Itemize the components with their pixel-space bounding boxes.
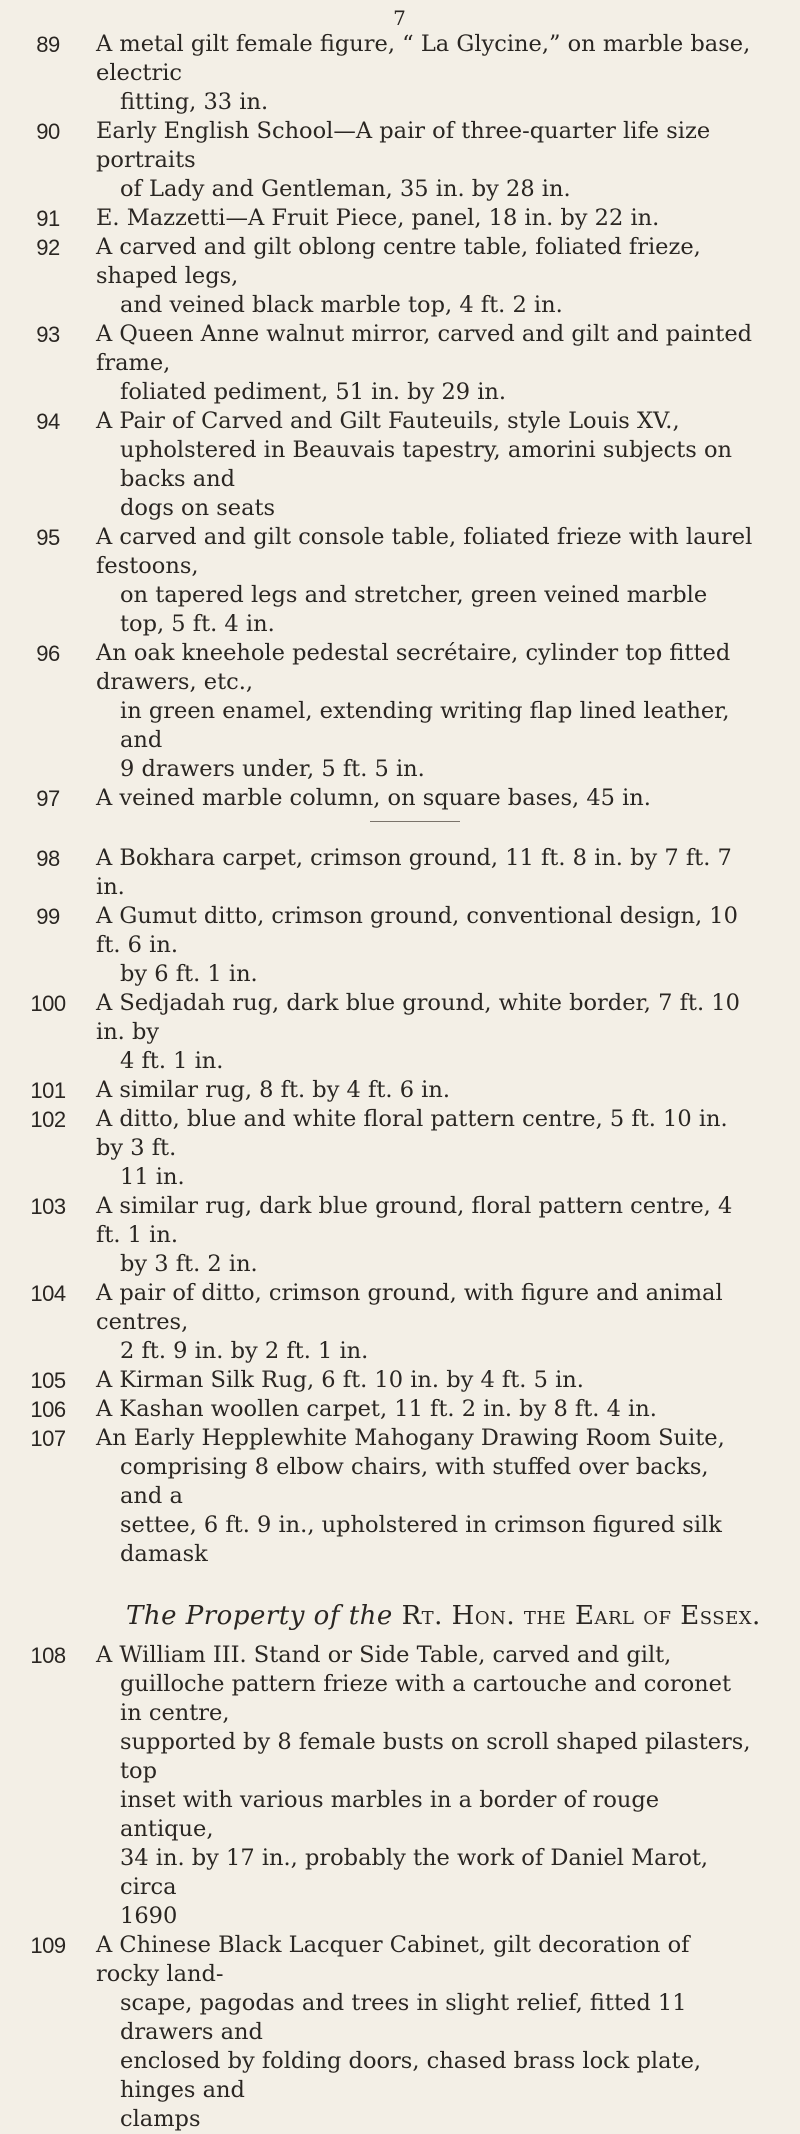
lot-description-line: A Kirman Silk Rug, 6 ft. 10 in. by 4 ft. 5 in.: [96, 1367, 584, 1393]
lot-description-line: A veined marble column, on square bases, 45 in.: [96, 785, 651, 811]
lot-description: [96, 1105, 756, 1192]
lot-description: [96, 902, 756, 989]
lot-description: [96, 407, 756, 523]
lot-number: 91: [36, 206, 60, 231]
lot-number: 105: [30, 1368, 66, 1393]
lot-description-line: A carved and gilt console table, foliated frieze with laurel festoons,: [96, 524, 753, 579]
lot-description-line: scape, pagodas and trees in slight relief, fitted 11 drawers and: [120, 1990, 687, 2045]
lot-description-line: comprising 8 elbow chairs, with stuffed over backs, and a: [120, 1454, 709, 1509]
lot-description: [96, 117, 756, 204]
lot-description-line: A Queen Anne walnut mirror, carved and gilt and painted frame,: [96, 321, 753, 376]
lot-number: 98: [36, 846, 60, 871]
section-heading-prefix: The Property of the: [126, 1601, 402, 1631]
lot-number: 94: [36, 409, 60, 434]
lot-number: 104: [30, 1281, 66, 1306]
lot-entry: [0, 320, 800, 407]
lot-list-part-3: [0, 1641, 800, 2134]
lot-description: [96, 1931, 756, 2134]
lot-list-part-2: [0, 844, 800, 1569]
lot-description-line: A similar rug, 8 ft. by 4 ft. 6 in.: [96, 1077, 451, 1103]
lot-entry: [0, 117, 800, 204]
lot-description-line: settee, 6 ft. 9 in., upholstered in crimson figured silk damask: [120, 1512, 722, 1567]
lot-description-line: on tapered legs and stretcher, green veined marble top, 5 ft. 4 in.: [120, 582, 708, 637]
lot-description-line: A Sedjadah rug, dark blue ground, white border, 7 ft. 10 in. by: [96, 990, 740, 1045]
lot-description-line: A Pair of Carved and Gilt Fauteuils, style Louis XV.,: [96, 408, 680, 434]
section-heading-owner: Rt. Hon. the Earl of Essex.: [401, 1601, 761, 1631]
lot-description-line: guilloche pattern frieze with a cartouche and coronet in centre,: [120, 1671, 731, 1726]
lot-description: [96, 1192, 756, 1279]
lot-description-line: foliated pediment, 51 in. by 29 in.: [120, 379, 507, 405]
lot-description-line: A metal gilt female figure, “ La Glycine,” on marble base, electric: [96, 31, 751, 86]
lot-description-line: 1690: [120, 1903, 178, 1929]
lot-description: [96, 1366, 756, 1395]
lot-description-line: 2 ft. 9 in. by 2 ft. 1 in.: [120, 1338, 369, 1364]
lot-description-line: A similar rug, dark blue ground, floral pattern centre, 4 ft. 1 in.: [96, 1193, 733, 1248]
lot-number: 103: [30, 1194, 66, 1219]
lot-entry: [0, 1076, 800, 1105]
lot-description-line: A Chinese Black Lacquer Cabinet, gilt decoration of rocky land-: [96, 1932, 690, 1987]
lot-number: 107: [30, 1426, 66, 1451]
lot-description-line: An oak kneehole pedestal secrétaire, cylinder top fitted drawers, etc.,: [96, 640, 731, 695]
lot-entry: [0, 989, 800, 1076]
lot-description-line: A William III. Stand or Side Table, carved and gilt,: [96, 1642, 672, 1668]
lot-description: [96, 1076, 756, 1105]
lot-number: 93: [36, 322, 60, 347]
lot-description-line: enclosed by folding doors, chased brass lock plate, hinges and: [120, 2048, 702, 2103]
lot-description-line: of Lady and Gentleman, 35 in. by 28 in.: [120, 176, 571, 202]
lot-entry: [0, 902, 800, 989]
lot-description: [96, 784, 756, 813]
lot-description-line: 34 in. by 17 in., probably the work of Daniel Marot, circa: [120, 1845, 709, 1900]
lot-description: [96, 1641, 756, 1931]
lot-description-line: clamps: [120, 2106, 201, 2132]
lot-description-line: A Gumut ditto, crimson ground, conventional design, 10 ft. 6 in.: [96, 903, 738, 958]
lot-description-line: by 6 ft. 1 in.: [120, 961, 258, 987]
lot-description-line: in green enamel, extending writing flap lined leather, and: [120, 698, 730, 753]
lot-description-line: 11 in.: [120, 1164, 185, 1190]
lot-number: 101: [30, 1078, 66, 1103]
lot-number: 99: [36, 904, 60, 929]
lot-description-line: supported by 8 female busts on scroll shaped pilasters, top: [120, 1729, 751, 1784]
lot-entry: [0, 1105, 800, 1192]
lot-list-part-1: [0, 30, 800, 813]
lot-number: 109: [30, 1933, 66, 1958]
lot-entry: [0, 639, 800, 784]
lot-entry: [0, 1931, 800, 2134]
lot-description-line: An Early Hepplewhite Mahogany Drawing Room Suite,: [96, 1425, 725, 1451]
lot-number: 90: [36, 119, 60, 144]
lot-number: 106: [30, 1397, 66, 1422]
lot-description-line: 9 drawers under, 5 ft. 5 in.: [120, 756, 425, 782]
lot-description-line: fitting, 33 in.: [120, 89, 269, 115]
lot-description: [96, 204, 756, 233]
lot-entry: [0, 30, 800, 117]
section-heading: [126, 1601, 800, 1631]
lot-description-line: Early English School—A pair of three-quarter life size portraits: [96, 118, 711, 173]
lot-entry: [0, 1424, 800, 1569]
lot-description: [96, 639, 756, 784]
lot-description-line: upholstered in Beauvais tapestry, amorini subjects on backs and: [120, 437, 733, 492]
lot-description-line: A Bokhara carpet, crimson ground, 11 ft. 8 in. by 7 ft. 7 in.: [96, 845, 732, 900]
lot-description: [96, 1395, 756, 1424]
lot-entry: [0, 784, 800, 813]
lot-entry: [0, 233, 800, 320]
lot-number: 102: [30, 1107, 66, 1132]
lot-description: [96, 30, 756, 117]
lot-description-line: 4 ft. 1 in.: [120, 1048, 224, 1074]
lot-number: 97: [36, 786, 60, 811]
lot-description: [96, 523, 756, 639]
lot-number: 92: [36, 235, 60, 260]
lot-entry: [0, 1641, 800, 1931]
lot-number: 95: [36, 525, 60, 550]
lot-description-line: A carved and gilt oblong centre table, foliated frieze, shaped legs,: [96, 234, 701, 289]
lot-description-line: A ditto, blue and white floral pattern centre, 5 ft. 10 in. by 3 ft.: [96, 1106, 728, 1161]
lot-description: [96, 989, 756, 1076]
lot-entry: [0, 523, 800, 639]
lot-entry: [0, 1192, 800, 1279]
lot-number: 108: [30, 1643, 66, 1668]
catalogue: [0, 30, 800, 2134]
lot-number: 100: [30, 991, 66, 1016]
page-number: 7: [393, 6, 407, 30]
lot-entry: [0, 844, 800, 902]
lot-description: [96, 320, 756, 407]
lot-entry: [0, 1395, 800, 1424]
lot-number: 96: [36, 641, 60, 666]
lot-entry: [0, 407, 800, 523]
lot-description-line: and veined black marble top, 4 ft. 2 in.: [120, 292, 563, 318]
lot-description-line: A Kashan woollen carpet, 11 ft. 2 in. by 8 ft. 4 in.: [96, 1396, 657, 1422]
lot-description: [96, 233, 756, 320]
lot-description-line: inset with various marbles in a border of rouge antique,: [120, 1787, 660, 1842]
lot-description: [96, 844, 756, 902]
lot-entry: [0, 1279, 800, 1366]
lot-description-line: E. Mazzetti—A Fruit Piece, panel, 18 in. by 22 in.: [96, 205, 660, 231]
lot-description-line: A pair of ditto, crimson ground, with figure and animal centres,: [96, 1280, 723, 1335]
lot-description-line: dogs on seats: [120, 495, 276, 521]
lot-entry: [0, 1366, 800, 1395]
lot-number: 89: [36, 32, 60, 57]
lot-description: [96, 1279, 756, 1366]
lot-description: [96, 1424, 756, 1569]
lot-entry: [0, 204, 800, 233]
divider-rule: [370, 821, 460, 822]
lot-description-line: by 3 ft. 2 in.: [120, 1251, 258, 1277]
